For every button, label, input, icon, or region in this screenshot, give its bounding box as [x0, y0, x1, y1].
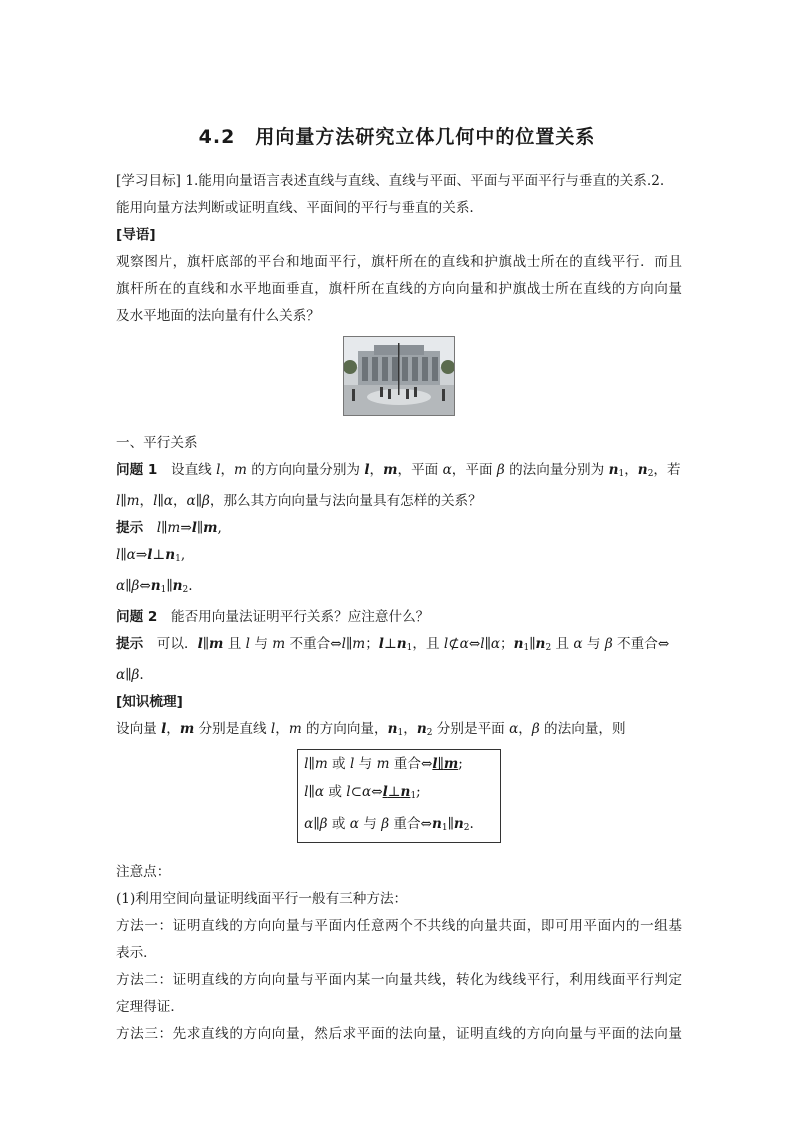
question-2 — [116, 604, 682, 631]
flagpole-photo — [343, 336, 455, 416]
knowledge-box-line-3: α∥β 或 α 与 β 重合$\Leftrightarrow n_1\parallel n_2$. — [304, 816, 474, 833]
intro-heading: [导语] — [116, 227, 156, 243]
knowledge-box-container — [116, 749, 682, 843]
method-3-line-1: 方法三：先求直线的方向向量，然后求平面的法向量，证明直线的方向向量与平面的法向量 — [116, 1026, 682, 1042]
knowledge-intro: 设向量 l，m 分别是直线 l，m 的方向向量，$n_1$，$n_2$ 分别是平面 α，β 的法向量，则 — [116, 721, 626, 738]
objectives-label: [学习目标] — [116, 173, 181, 189]
method-1-line-2: 表示． — [116, 945, 157, 961]
hint-2-text: 可以． — [156, 636, 198, 652]
objectives-text-2: 能用向量方法判断或证明直线、平面间的平行与垂直的关系. — [116, 200, 474, 216]
notes-heading: 注意点： — [116, 864, 171, 880]
question-1-label: 问题 1 — [116, 462, 158, 478]
document-body — [116, 168, 682, 1048]
hint-1-line-2: $l\parallel\alpha\Rightarrow l\perp n_1$, — [116, 547, 186, 564]
question-2-label: 问题 2 — [116, 609, 158, 625]
intro-line-2: 旗杆所在的直线和水平地面垂直，旗杆所在直线的方向向量和护旗战士所在直线的方向向量 — [116, 281, 682, 297]
section-heading-parallel: 一、平行关系 — [116, 435, 198, 451]
hint-2-line-1: 提示 可以．l∥m 且 l 与 m 不重合⇔l∥m；$l\perp n_1$，且 l⊄α⇔l∥α；$n_1\parallel n_2$ 且 α 与 β 不重合⇔ — [116, 636, 670, 653]
hint-1-line-3: $\alpha\parallel\beta\Leftrightarrow n_1\parallel n_2$. — [116, 578, 193, 595]
knowledge-box — [297, 749, 501, 843]
photo-container — [116, 336, 682, 420]
method-2-line-1: 方法二：证明直线的方向向量与平面内某一向量共线，转化为线线平行，利用线面平行判定 — [116, 972, 682, 988]
question-1-line-2: l∥m，l∥α，α∥β，那么其方向向量与法向量具有怎样的关系？ — [116, 493, 482, 509]
question-1-line-1: 问题 1 设直线 l，m 的方向向量分别为 l，m，平面 α，平面 β 的法向量分别为 $n_1$，$n_2$，若 — [116, 462, 681, 479]
page-title: 4.2 用向量方法研究立体几何中的位置关系 — [198, 126, 596, 148]
hint-2-label: 提示 — [116, 636, 144, 652]
hint-1-line-1: 提示 l∥m⇒l∥m, — [116, 520, 222, 536]
method-2-line-2: 定理得证． — [116, 999, 184, 1015]
hint-1-label: 提示 — [116, 520, 144, 536]
question-2-text: 能否用向量法证明平行关系？应注意什么？ — [170, 609, 430, 625]
knowledge-box-line-2: l∥α 或 $l\subset\alpha\Leftrightarrow l\perp n_1$; — [304, 784, 421, 801]
intro-line-3: 及水平地面的法向量有什么关系？ — [116, 308, 320, 324]
hint-2-line-2: α∥β. — [116, 667, 144, 683]
objectives-text-1: 1.能用向量语言表述直线与直线、直线与平面、平面与平面平行与垂直的关系.2. — [185, 173, 665, 189]
method-1-line-1: 方法一：证明直线的方向向量与平面内任意两个不共线的向量共面，即可用平面内的一组基 — [116, 918, 682, 934]
knowledge-heading: [知识梳理] — [116, 694, 183, 710]
intro-line-1: 观察图片，旗杆底部的平台和地面平行，旗杆所在的直线和护旗战士所在的直线平行．而且 — [116, 254, 682, 270]
notes-item-1: (1)利用空间向量证明线面平行一般有三种方法： — [116, 891, 408, 907]
objectives-line-1 — [116, 168, 682, 195]
knowledge-box-line-1: l∥m 或 l 与 m 重合⇔l∥m; — [304, 756, 463, 772]
